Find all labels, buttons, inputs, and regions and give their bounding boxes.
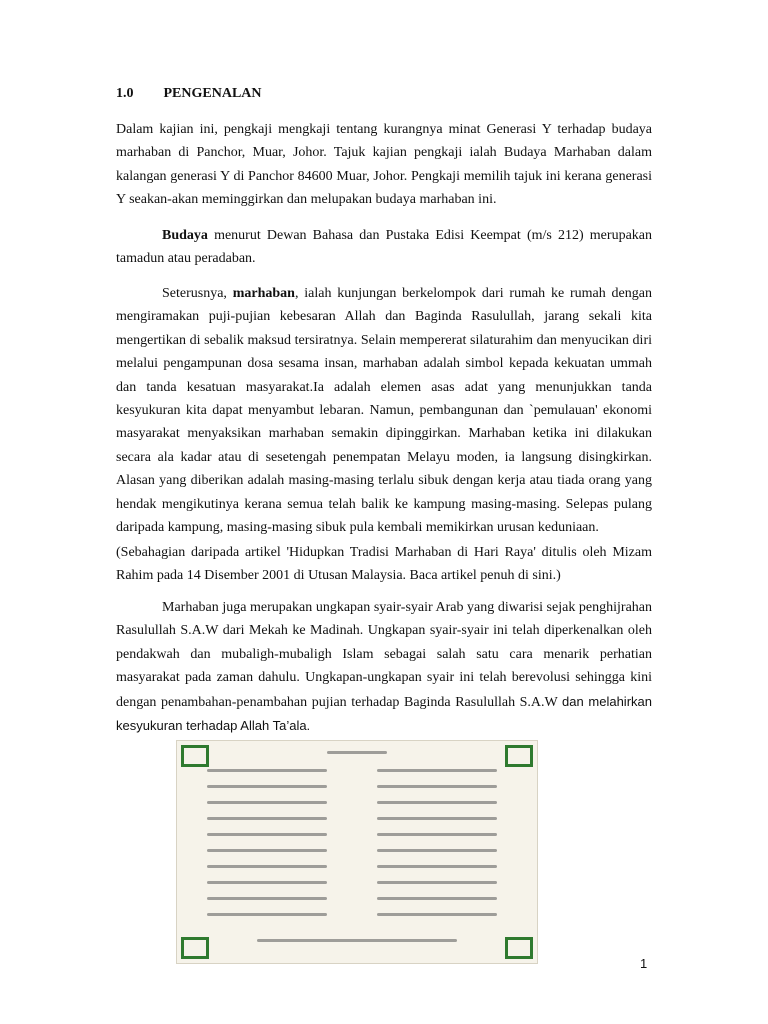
marhaban-body: , ialah kunjungan berkelompok dari rumah ke rumah dengan mengiramakan puji-pujian kebesaran Allah dan Baginda Rasulullah, jarang sekali kita mengertikan di sebalik maksud tersiratnya. Selain mempererat silaturahim dan menyucikan diri melalui pengampunan dosa sesama insan, marhaban adalah simbol kepada kekuatan ummah dan tanda kesatuan masyarakat.Ia adalah elemen asas adat yang menunjukkan tanda kesyukuran kita dapat menyambut lebaran. Namun, pembangunan dan `pemulauan' ekonomi masyarakat menyaksikan marhaban semakin dipinggirkan. Marhaban ketika ini dilakukan secara ala kadar atau di sesetengah penempatan Melayu moden, ia langsung disingkirkan. Alasan yang diberikan adalah masing-masing terlalu sibuk dengan kerja atau tiada orang yang hendak mengikutinya kerana semua telah balik ke kampung masing-masing. Selepas pulang daripada kampung, masing-masing sibuk pula kembali memikirkan urusan keduniaan. bbox=[116, 286, 652, 536]
calligraphy-line bbox=[207, 897, 327, 900]
paragraph-source-note: (Sebahagian daripada artikel 'Hidupkan Tradisi Marhaban di Hari Raya' ditulis oleh Mizam Rahim pada 14 Disember 2001 di Utusan Malaysia. Baca artikel penuh di sini.) bbox=[116, 545, 652, 584]
paragraph-marhaban bbox=[116, 282, 652, 539]
paragraph-syair bbox=[116, 596, 652, 738]
corner-ornament-icon bbox=[505, 745, 533, 767]
calligraphy-line bbox=[207, 913, 327, 916]
calligraphy-line bbox=[327, 751, 387, 754]
calligraphy-line bbox=[207, 865, 327, 868]
budaya-definition: menurut Dewan Bahasa dan Pustaka Edisi Keempat (m/s 212) merupakan tamadun atau peradaban. bbox=[116, 228, 652, 267]
calligraphy-line bbox=[377, 801, 497, 804]
term-marhaban: marhaban bbox=[232, 286, 295, 301]
calligraphy-line bbox=[377, 769, 497, 772]
calligraphy-line bbox=[377, 833, 497, 836]
calligraphy-line bbox=[207, 785, 327, 788]
marhaban-lead: Seterusnya, bbox=[162, 286, 233, 301]
syair-body: Marhaban juga merupakan ungkapan syair-syair Arab yang diwarisi sejak penghijrahan Rasulullah S.A.W dari Mekah ke Madinah. Ungkapan syair-syair ini telah diperkenalkan oleh pendakwah dan mubaligh-mubaligh Islam sebagai salah satu cara menarik perhatian masyarakat pada zaman dahulu. Ungkapan-ungkapan syair ini telah berevolusi sehingga kini dengan penambahan-penambahan pujian terhadap Baginda Rasulullah S.A.W bbox=[116, 600, 652, 710]
syair-last-line: dan melahirkan kesyukuran terhadap Allah Ta’ala. bbox=[116, 693, 652, 734]
calligraphy-line bbox=[377, 865, 497, 868]
calligraphy-line bbox=[207, 849, 327, 852]
calligraphy-line bbox=[377, 881, 497, 884]
calligraphy-line bbox=[207, 833, 327, 836]
page-number: 1 bbox=[640, 956, 648, 971]
section-title: PENGENALAN bbox=[163, 86, 262, 101]
calligraphy-line bbox=[377, 849, 497, 852]
calligraphy-line bbox=[377, 817, 497, 820]
calligraphy-line bbox=[257, 939, 457, 942]
calligraphy-line bbox=[207, 817, 327, 820]
section-heading bbox=[116, 86, 262, 102]
arabic-calligraphy-image bbox=[176, 740, 538, 964]
term-budaya: Budaya bbox=[162, 228, 208, 243]
paragraph-budaya bbox=[116, 224, 652, 271]
calligraphy-line bbox=[207, 881, 327, 884]
corner-ornament-icon bbox=[181, 745, 209, 767]
corner-ornament-icon bbox=[505, 937, 533, 959]
calligraphy-line bbox=[207, 801, 327, 804]
paragraph-intro: Dalam kajian ini, pengkaji mengkaji tentang kurangnya minat Generasi Y terhadap budaya marhaban di Panchor, Muar, Johor. Tajuk kajian pengkaji ialah Budaya Marhaban dalam kalangan generasi Y di Panchor 84600 Muar, Johor. Pengkaji memilih tajuk ini kerana generasi Y seakan-akan meminggirkan dan melupakan budaya marhaban ini. bbox=[116, 122, 652, 208]
calligraphy-line bbox=[207, 769, 327, 772]
corner-ornament-icon bbox=[181, 937, 209, 959]
section-number: 1.0 bbox=[116, 86, 134, 101]
calligraphy-line bbox=[377, 785, 497, 788]
calligraphy-line bbox=[377, 913, 497, 916]
calligraphy-line bbox=[377, 897, 497, 900]
